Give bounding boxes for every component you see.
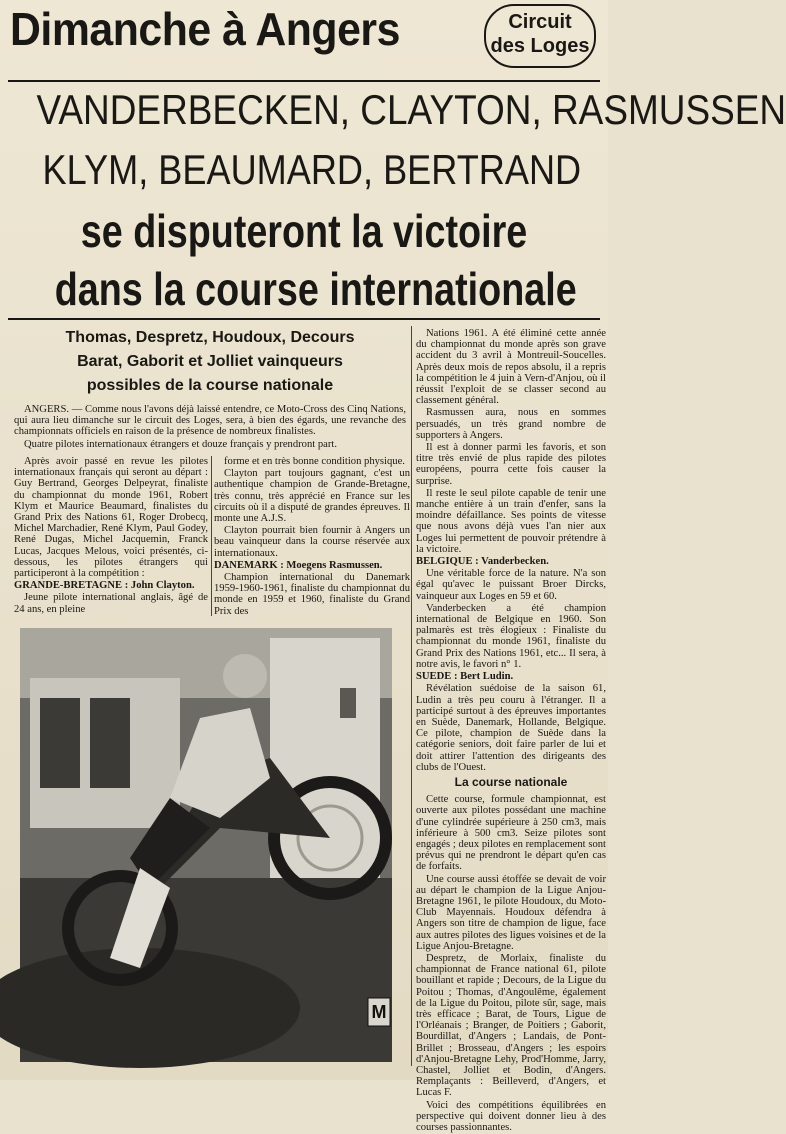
column-paragraph: Il reste le seul pilote capable de tenir une manche entière à un train d'enfer, sans la moindre défaillance. Ses points de vitesse que nous avons déjà vues l'an nier aux Loges lui permettent de pouvoir prétendre à la victoire. xyxy=(416,487,606,555)
title-rule xyxy=(8,80,600,82)
column-paragraph: Despretz, de Morlaix, finaliste du championnat de France national 61, pilote bouillant et rapide ; Decours, de la Ligue du Poitou ; Thomas, d'Angoulême, également de la Ligue du Poitou, pilote sûr, sage, mais très efficace ; Barat, de Tours, Ligue de l'Orléanais ; Branger, de Poitiers ; Gaborit, Bourdillat, d'Angers ; Landais, de Pont-Brillet ; Brosseau, d'Angers ; les espoirs d'Anjou-Bretagne Lehy, Prod'Homme, Jarry, Chastel, Jolliet et Bodin, d'Angers. Remplaçants : Beilleverd, d'Angers, et Lucas F. xyxy=(416,952,606,1099)
column-1 xyxy=(14,456,208,616)
headline-line2: KLYM, BEAUMARD, BERTRAND xyxy=(42,146,582,193)
photo-badge: M xyxy=(371,1002,387,1022)
column-separator xyxy=(411,326,412,1066)
column-paragraph: Nations 1961. A été éliminé cette année du championnat du monde après son grave accident du 3 avril à Montreuil-Soucelles. Après deux mois de repos absolu, il a repris la compétition le 4 juin à Vern-d'Anjou, où il réussit l'exploit de se classer second au classement général. xyxy=(416,328,606,407)
headline-rule xyxy=(8,318,600,320)
page-title: Dimanche à Angers xyxy=(10,3,400,55)
column-paragraph: Clayton part toujours gagnant, c'est un authentique champion de Grande-Bretagne, très connu, très apprécié en France sur les circuits où il a disputé de grandes épreuves. Il monte une A.J.S. xyxy=(214,468,410,525)
intro-text xyxy=(14,404,406,451)
circuit-badge xyxy=(484,4,596,68)
column-3 xyxy=(416,328,606,1134)
headline-line1: VANDERBECKEN, CLAYTON, RASMUSSEN xyxy=(36,86,786,133)
section-heading-be: BELGIQUE : Vanderbecken. xyxy=(416,556,549,568)
column-paragraph: Vanderbecken a été champion international de Belgique en 1960. Son palmarès est très élogieux : Finaliste du championnat du monde 1961, finaliste du Grand Prix des Nations 1961, etc... Il sera, à notre avis, le favori n° 1. xyxy=(416,602,606,670)
column-2 xyxy=(214,456,410,618)
column-paragraph: Clayton pourrait bien fournir à Angers un beau vainqueur dans la course réservée aux internationaux. xyxy=(214,525,410,559)
subhead-line3: possibles de la course nationale xyxy=(86,377,334,394)
motocross-photo xyxy=(20,628,392,1062)
circuit-line1: Circuit xyxy=(508,11,572,33)
headline-line4: dans la course internationale xyxy=(54,263,577,315)
column-paragraph: Cette course, formule championnat, est ouverte aux pilotes possédant une machine d'une cylindrée supérieure à 250 cm3, mais inférieure à 500 cm3. Seize pilotes sont engagés ; deux pilotes en remplacement sont prévus qui ne prendront le départ qu'en cas de forfaits. xyxy=(416,794,606,873)
subhead-line2: Barat, Gaborit et Jolliet vainqueurs xyxy=(77,353,343,370)
section-heading-gb: GRANDE-BRETAGNE : John Clayton. xyxy=(14,580,195,592)
column-paragraph: Il est à donner parmi les favoris, et son titre très envié de plus rapide des pilotes européens, pourra cette fois causer la surprise. xyxy=(416,442,606,487)
column-paragraph: Jeune pilote international anglais, âgé de 24 ans, en pleine xyxy=(14,592,208,615)
column-paragraph: Révélation suédoise de la saison 61, Ludin a très peu couru à l'étranger. Il a participé surtout à des épreuves importantes en Suède, Danemark, Hollande, Belgique. Ce pilote, champion de Suède dans la catégorie seniors, doit faire parler de lui et doit attirer l'attention des dirigeants des clubs de l'Ouest. xyxy=(416,683,606,773)
circuit-line2: des Loges xyxy=(490,35,590,57)
section-heading-dk: DANEMARK : Moegens Rasmussen. xyxy=(214,559,383,571)
column-paragraph: Après avoir passé en revue les pilotes internationaux français qui seront au départ : Guy Bertrand, Georges Delpeyrat, finaliste du championnat du monde 1961, Robert Klym et Maurice Beaumard, finalistes du Grand Prix des Nations 61, Roger Drobecq, Michel Marchadier, René Klym, Paul Godey, René Dugas, Michel Jacquemin, Franck Lucas, Jacques Melous, voici présentés, ci-dessous, les pilotes étrangers qui participeront à la compétition : xyxy=(14,456,208,580)
column-paragraph: Rasmussen aura, nous en sommes persuadés, un très grand nombre de supporters à Angers. xyxy=(416,407,606,441)
subhead-line1: Thomas, Despretz, Houdoux, Decours xyxy=(65,329,355,346)
column-paragraph: Champion international du Danemark 1959-1960-1961, finaliste du championnat du monde en 1959 et 1960, finaliste du Grand Prix des xyxy=(214,572,410,617)
headline-line3: se disputeront la victoire xyxy=(80,205,528,257)
column-paragraph: Une course aussi étoffée se devait de voir au départ le champion de la Ligue Anjou-Bretagne 1961, le pilote Houdoux, du Moto-Club Mayennais. Houdoux défendra à Angers son titre de champion de ligue, face aux autres pilotes des ligues voisines et de la Ligue Anjou-Bretagne. xyxy=(416,873,606,952)
section-heading-se: SUEDE : Bert Ludin. xyxy=(416,671,514,683)
intro-paragraph: ANGERS. — Comme nous l'avons déjà laissé entendre, ce Moto-Cross des Cinq Nations, qui aura lieu dimanche sur le circuit des Loges, sera, à bien des égards, une revanche des championnats officiels en raison de la présence de nombreux finalistes. xyxy=(14,404,406,438)
intro-paragraph: Quatre pilotes internationaux étrangers et douze français y prendront part. xyxy=(24,438,337,450)
column-paragraph: Une véritable force de la nature. N'a son égal qu'avec le puissant Broer Dircks, vainqueur aux Loges en 59 et 60. xyxy=(416,568,606,602)
column-paragraph: Voici des compétitions équilibrées en perspective qui doivent donner lieu à des courses passionnantes. xyxy=(416,1099,606,1134)
column-separator xyxy=(211,456,212,616)
rider-photo-illustration xyxy=(20,628,392,1062)
column-paragraph: forme et en très bonne condition physique. xyxy=(224,456,405,467)
section-title-course-nationale: La course nationale xyxy=(454,774,568,789)
